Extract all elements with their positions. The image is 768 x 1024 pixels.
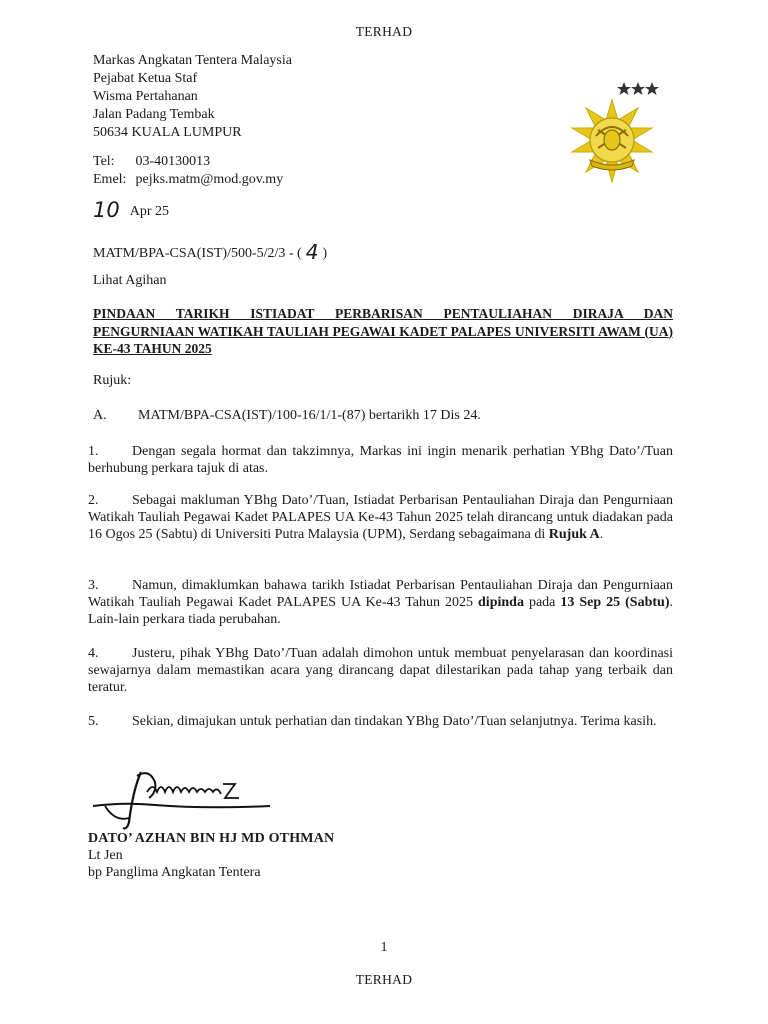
signatory-name: DATO’ AZHAN BIN HJ MD OTHMAN [88, 831, 335, 846]
paragraph-number: 3. [88, 578, 99, 593]
paragraph-number: 4. [88, 646, 99, 661]
paragraph-number: 2. [88, 493, 99, 508]
date-day-handwritten: 10 [93, 198, 120, 222]
tel-number: 03-40130013 [135, 154, 211, 169]
paragraph-bold-text: 13 Sep 25 (Sabtu) [560, 595, 670, 610]
address-line: Jalan Padang Tembak [93, 107, 215, 122]
email-address: pejks.matm@mod.gov.my [135, 172, 284, 187]
reference-item [93, 408, 481, 424]
tel-label: Tel: [93, 154, 115, 169]
address-line: Markas Angkatan Tentera Malaysia [93, 53, 292, 68]
file-reference [93, 240, 327, 264]
paragraph-text: . Lain-lain perkara tiada perubahan. [88, 595, 673, 627]
signatory-rank: Lt Jen [88, 848, 123, 863]
top-classification: TERHAD [355, 24, 413, 39]
reference-letter: A. [93, 408, 107, 423]
references-label: Rujuk: [93, 373, 132, 388]
address-line: Wisma Pertahanan [93, 89, 198, 104]
subject-heading [93, 305, 673, 358]
sender-address [93, 52, 292, 142]
paragraph-4 [88, 645, 673, 696]
paragraph-text: pada [523, 595, 561, 610]
contact-block [93, 153, 283, 189]
paragraph-text: Sebagai makluman YBhg Dato’/Tuan, Istiadat Perbarisan Pentauliahan Diraja dan Pengurniaan Watikah Tauliah Pegawai Kadet PALAPES UA Ke-43 Tahun 2025 telah dirancang untuk diadakan pada 16 Ogos 25 (Sabtu) di Universiti Putra Malaysia (UPM), Serdang sebagaimana di [88, 493, 673, 542]
page-number: 1 [380, 940, 388, 955]
subject-text: PINDAAN TARIKH ISTIADAT PERBARISAN PENTAULIAHAN DIRAJA DAN PENGURNIAAN WATIKAH TAULIAH PEGAWAI KADET PALAPES UNIVERSITI AWAM (UA) KE-43 TAHUN 2025 [93, 306, 673, 356]
paragraph-text: Justeru, pihak YBhg Dato’/Tuan adalah dimohon untuk membuat penyelarasan dan koordinasi sewajarnya dalam memastikan acara yang dirancang dapat dilestarikan pada tahap yang terbaik dan teratur. [88, 646, 673, 695]
email-label: Emel: [93, 172, 127, 187]
paragraph-text: . [599, 527, 604, 542]
signatory-on-behalf: bp Panglima Angkatan Tentera [88, 865, 261, 880]
address-line: 50634 KUALA LUMPUR [93, 125, 242, 140]
bottom-classification: TERHAD [355, 972, 413, 987]
paragraph-1 [88, 443, 673, 477]
letter-date [93, 198, 169, 222]
paragraph-text: Sekian, dimajukan untuk perhatian dan tindakan YBhg Dato’/Tuan selanjutnya. Terima kasih. [132, 714, 657, 729]
reference-suffix: ) [322, 246, 328, 261]
paragraph-2 [88, 492, 673, 543]
paragraph-3 [88, 577, 673, 628]
paragraph-bold-text: dipinda [478, 595, 524, 610]
distribution-note: Lihat Agihan [93, 273, 167, 288]
handwritten-signature [85, 762, 275, 832]
reference-number-handwritten: 4 [305, 240, 319, 264]
paragraph-text: Dengan segala hormat dan takzimnya, Markas ini ingin menarik perhatian YBhg Dato’/Tuan berhubung perkara tajuk di atas. [88, 444, 673, 476]
reference-text: MATM/BPA-CSA(IST)/100-16/1/1-(87) bertarikh 17 Dis 24. [138, 408, 481, 423]
address-line: Pejabat Ketua Staf [93, 71, 198, 86]
date-month-year: Apr 25 [129, 204, 170, 219]
reference-prefix: MATM/BPA-CSA(IST)/500-5/2/3 - ( [93, 246, 302, 261]
paragraph-bold-text: Rujuk A [548, 527, 600, 542]
paragraph-number: 5. [88, 714, 99, 729]
paragraph-number: 1. [88, 444, 99, 459]
paragraph-5 [88, 713, 673, 730]
paragraph-text: Namun, dimaklumkan bahawa tarikh Istiadat Perbarisan Pentauliahan Diraja dan Pengurniaan Watikah Tauliah Pegawai Kadet PALAPES UA Ke-43 Tahun 2025 [88, 578, 673, 610]
armed-forces-crest-icon [552, 78, 672, 198]
